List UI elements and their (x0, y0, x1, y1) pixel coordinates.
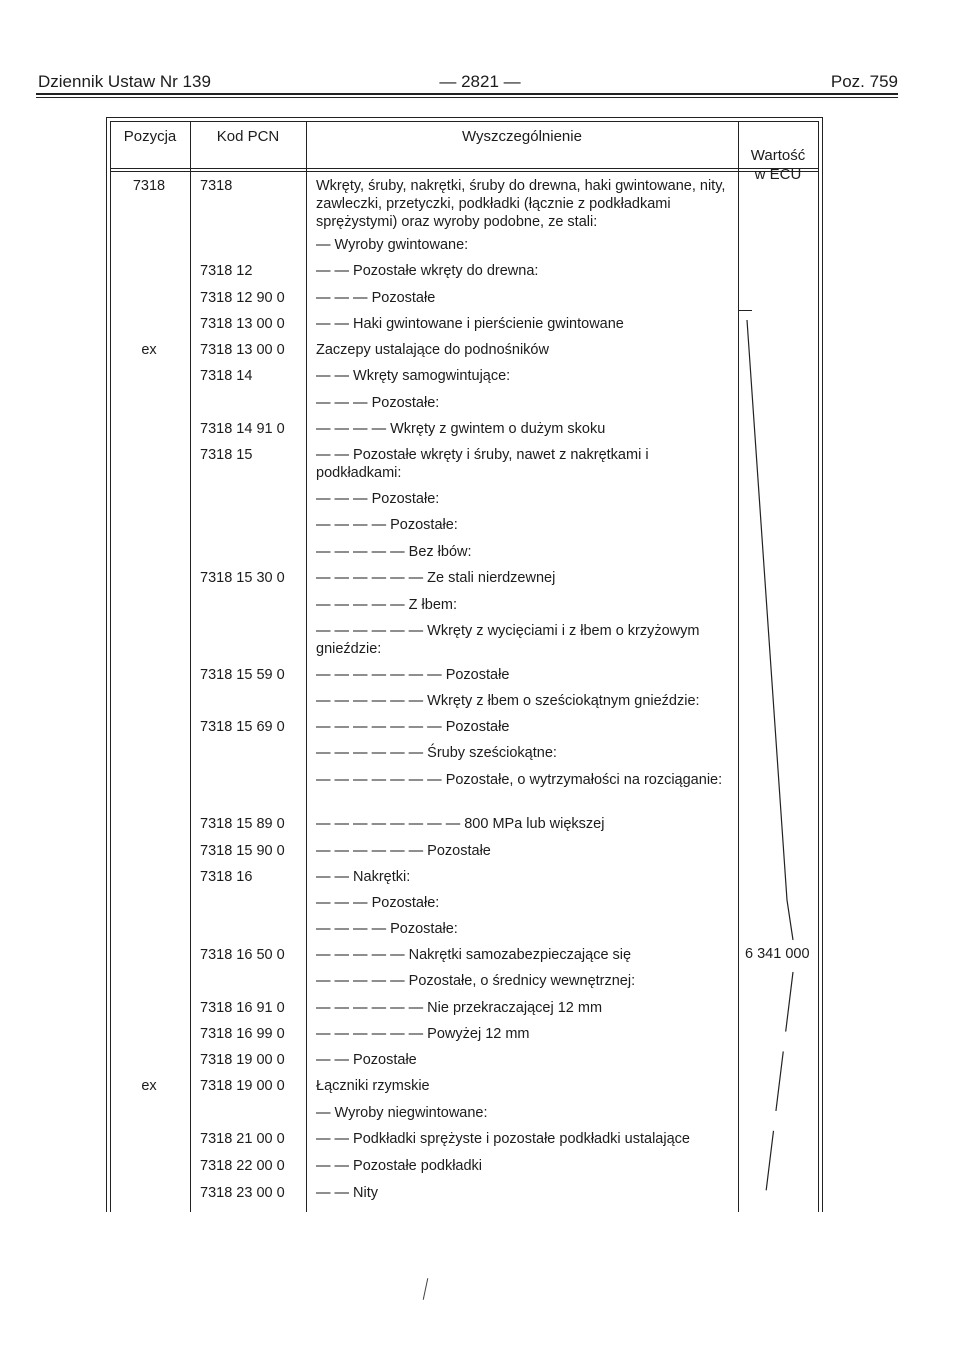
row-code: 7318 15 89 0 (200, 816, 285, 832)
row-pos: 7318 (132, 178, 166, 194)
row-code: 7318 12 90 0 (200, 290, 285, 306)
row-desc: — — — — Pozostałe: (316, 921, 458, 937)
row-desc: — — — Pozostałe: (316, 491, 440, 507)
col-header-wyszczegolnienie-text: Wyszczególnienie (462, 128, 582, 145)
row-code: 7318 14 91 0 (200, 421, 285, 437)
row-desc: — — Pozostałe wkręty i śruby, nawet z nakrętkami i podkładkami: (316, 447, 649, 481)
journal-title: Dziennik Ustaw Nr 139 (38, 72, 211, 91)
row-desc: — — — — — — — Pozostałe (316, 719, 510, 735)
outer-left-border-inner (110, 121, 111, 1212)
col-header-pozycja-text: Pozycja (123, 128, 177, 145)
row-code: 7318 15 69 0 (200, 719, 285, 735)
col-divider-code-desc (306, 121, 307, 1212)
row-code: 7318 14 (200, 368, 253, 384)
row-code: 7318 16 91 0 (200, 1000, 285, 1016)
row-desc: — — — — — — — — 800 MPa lub większej (316, 816, 605, 832)
row-code: 7318 13 00 0 (200, 342, 285, 358)
row-desc: — — — — — — Nie przekraczającej 12 mm (316, 1000, 603, 1016)
row-code: 7318 21 00 0 (200, 1131, 285, 1147)
row-desc: — — Pozostałe (316, 1052, 417, 1068)
row-desc: — — — — — — Pozostałe (316, 843, 491, 859)
position-number: Poz. 759 (830, 72, 898, 91)
grouping-brace (735, 300, 825, 1220)
row-desc: — — — Pozostałe: (316, 395, 440, 411)
row-code: 7318 19 00 0 (200, 1052, 285, 1068)
col-header-wartosc (738, 127, 818, 184)
row-code: 7318 15 90 0 (200, 843, 285, 859)
row-desc: Łączniki rzymskie (316, 1078, 430, 1094)
brace-line-upper (747, 320, 793, 940)
row-desc: — — Pozostałe wkręty do drewna: (316, 263, 539, 279)
header-separator-2 (110, 171, 818, 172)
table-top-border (106, 117, 822, 118)
brace-line-lower (765, 972, 793, 1200)
row-code: 7318 16 50 0 (200, 947, 285, 963)
row-code: 7318 15 30 0 (200, 570, 285, 586)
row-code: 7318 13 00 0 (200, 316, 285, 332)
scan-mark (423, 1278, 429, 1300)
row-desc: — — — — — Pozostałe, o średnicy wewnętrznej: (316, 973, 636, 989)
row-code: 7318 12 (200, 263, 253, 279)
row-desc: — — — — — Nakrętki samozabezpieczające się (316, 947, 632, 963)
row-desc: — — Wkręty samogwintujące: (316, 368, 511, 384)
row-desc: — — Haki gwintowane i pierścienie gwintowane (316, 316, 624, 332)
col-header-kod-pcn-text: Kod PCN (216, 128, 280, 145)
header-rule-thin (36, 97, 898, 98)
header-separator (110, 168, 818, 169)
value-cell: 6 341 000 (745, 946, 810, 962)
row-desc: — — — — — — — Pozostałe (316, 667, 510, 683)
row-code: 7318 23 00 0 (200, 1185, 285, 1201)
row-pos: ex (141, 342, 157, 358)
row-desc: — — Nity (316, 1185, 379, 1201)
brace-cap (738, 310, 752, 311)
row-desc: — — — — — — — Pozostałe, o wytrzymałości na rozciąganie: (316, 772, 723, 788)
row-desc: — Wyroby niegwintowane: (316, 1105, 488, 1121)
row-desc: — — — — — — Wkręty z wycięciami i z łbem o krzyżowym gnieździe: (316, 623, 700, 657)
row-desc: — — Nakrętki: (316, 869, 411, 885)
row-code: 7318 16 99 0 (200, 1026, 285, 1042)
row-code: 7318 19 00 0 (200, 1078, 285, 1094)
row-code: 7318 15 59 0 (200, 667, 285, 683)
row-code: 7318 15 (200, 447, 253, 463)
header-rule (36, 93, 898, 95)
col-header-kod-pcn (190, 127, 306, 146)
table-top-border-inner (110, 121, 818, 122)
row-code: 7318 22 00 0 (200, 1158, 285, 1174)
row-desc: Zaczepy ustalające do podnośników (316, 342, 549, 358)
row-desc: — — Podkładki sprężyste i pozostałe podkładki ustalające (316, 1131, 690, 1147)
row-desc: — — — — — Bez łbów: (316, 544, 472, 560)
row-desc: — — — — — — Śruby sześciokątne: (316, 745, 557, 761)
row-desc: — — — Pozostałe: (316, 895, 440, 911)
row-desc: — — Pozostałe podkładki (316, 1158, 483, 1174)
row-desc: — — — Pozostałe (316, 290, 436, 306)
page-number: — 2821 — (439, 72, 521, 91)
col-header-wyszczegolnienie (306, 127, 738, 146)
row-pos: ex (141, 1078, 157, 1094)
row-desc: Wkręty, śruby, nakrętki, śruby do drewna, haki gwintowane, nity, zawleczki, przetyczki, podkładki (łącznie z podkładkami sprężystymi) oraz wyroby podobne, ze stali: (316, 178, 726, 230)
row-code: 7318 (200, 178, 233, 194)
row-desc: — — — — — — Wkręty z łbem o sześciokątnym gnieździe: (316, 693, 700, 709)
row-desc: — — — — — Z łbem: (316, 597, 457, 613)
row-desc: — — — — Wkręty z gwintem o dużym skoku (316, 421, 606, 437)
col-divider-pos-code (190, 121, 191, 1212)
col-header-wartosc-text: Wartość w ECU (750, 147, 806, 183)
outer-left-border (106, 117, 107, 1212)
row-desc: — — — — — — Powyżej 12 mm (316, 1026, 530, 1042)
row-desc: — — — — Pozostałe: (316, 517, 458, 533)
row-desc: — Wyroby gwintowane: (316, 237, 469, 253)
col-header-pozycja (110, 127, 190, 146)
row-desc: — — — — — — Ze stali nierdzewnej (316, 570, 556, 586)
row-code: 7318 16 (200, 869, 253, 885)
